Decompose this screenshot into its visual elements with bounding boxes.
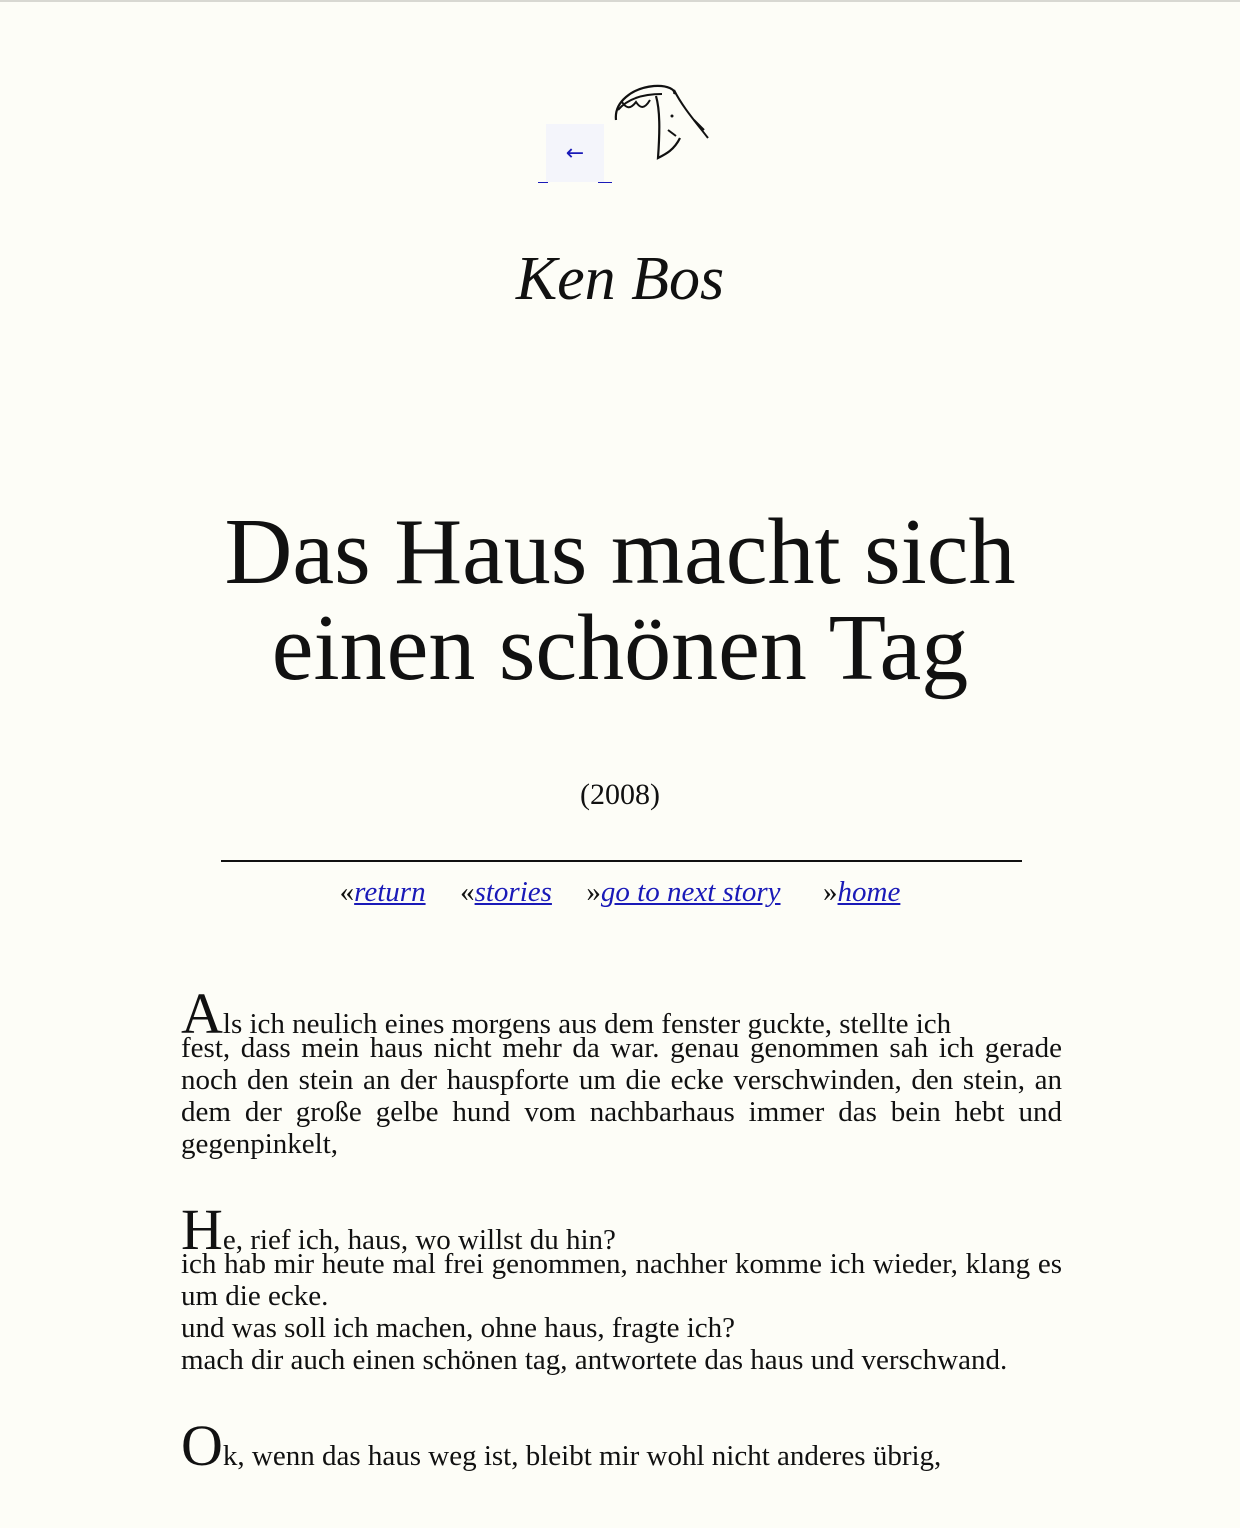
stories-prefix: «	[460, 876, 475, 908]
back-button[interactable]	[546, 124, 604, 182]
next-prefix: »	[586, 876, 601, 908]
top-border	[0, 0, 1240, 2]
link-underline	[598, 182, 612, 183]
stories-link[interactable]: stories	[474, 876, 552, 908]
home-prefix: »	[823, 876, 838, 908]
title-line-1: Das Haus macht sich	[224, 500, 1016, 604]
paragraph-first-line: Als ich neulich eines morgens aus dem fenster guckte, stellte ich	[181, 981, 952, 1046]
paragraph-first-line: He, rief ich, haus, wo willst du hin?	[181, 1197, 616, 1262]
next-story-link[interactable]: go to next story	[600, 876, 781, 908]
story-title	[0, 500, 1240, 700]
drop-cap: H	[181, 1197, 223, 1262]
paragraph-first-line: Ok, wenn das haus weg ist, bleibt mir wohl nicht anderes übrig,	[181, 1413, 942, 1478]
story-nav	[0, 876, 1240, 909]
link-underline	[538, 182, 548, 183]
paragraph-line: und was soll ich machen, ohne haus, fragte ich?	[181, 1312, 736, 1344]
title-line-2: einen schönen Tag	[271, 596, 969, 700]
header-nav	[538, 78, 718, 190]
story-text	[181, 981, 1062, 1504]
paragraph	[181, 1197, 1062, 1376]
divider	[221, 860, 1022, 862]
home-link[interactable]: home	[837, 876, 901, 908]
paragraph	[181, 1413, 1062, 1478]
signature-logo[interactable]	[610, 80, 714, 176]
arrow-left-icon: ←	[565, 140, 585, 166]
paragraph-line: mach dir auch einen schönen tag, antwortete das haus und verschwand.	[181, 1344, 1008, 1376]
author-name: Ken Bos	[515, 245, 725, 313]
paragraph-line: ich hab mir heute mal frei genommen, nachher komme ich wieder, klang es um die ecke.	[181, 1248, 1062, 1312]
return-link[interactable]: return	[354, 876, 426, 908]
story-year: (2008)	[580, 778, 660, 811]
paragraph-body: fest, dass mein haus nicht mehr da war. genau genommen sah ich gerade noch den stein an der hauspforte um die ecke verschwinden, den stein, an dem der große gelbe hund vom nachbarhaus immer das bein hebt und gegenpinkelt,	[181, 1032, 1062, 1160]
drop-cap: A	[181, 981, 223, 1046]
drop-cap: O	[181, 1413, 223, 1478]
return-prefix: «	[339, 876, 355, 908]
paragraph	[181, 981, 1062, 1160]
